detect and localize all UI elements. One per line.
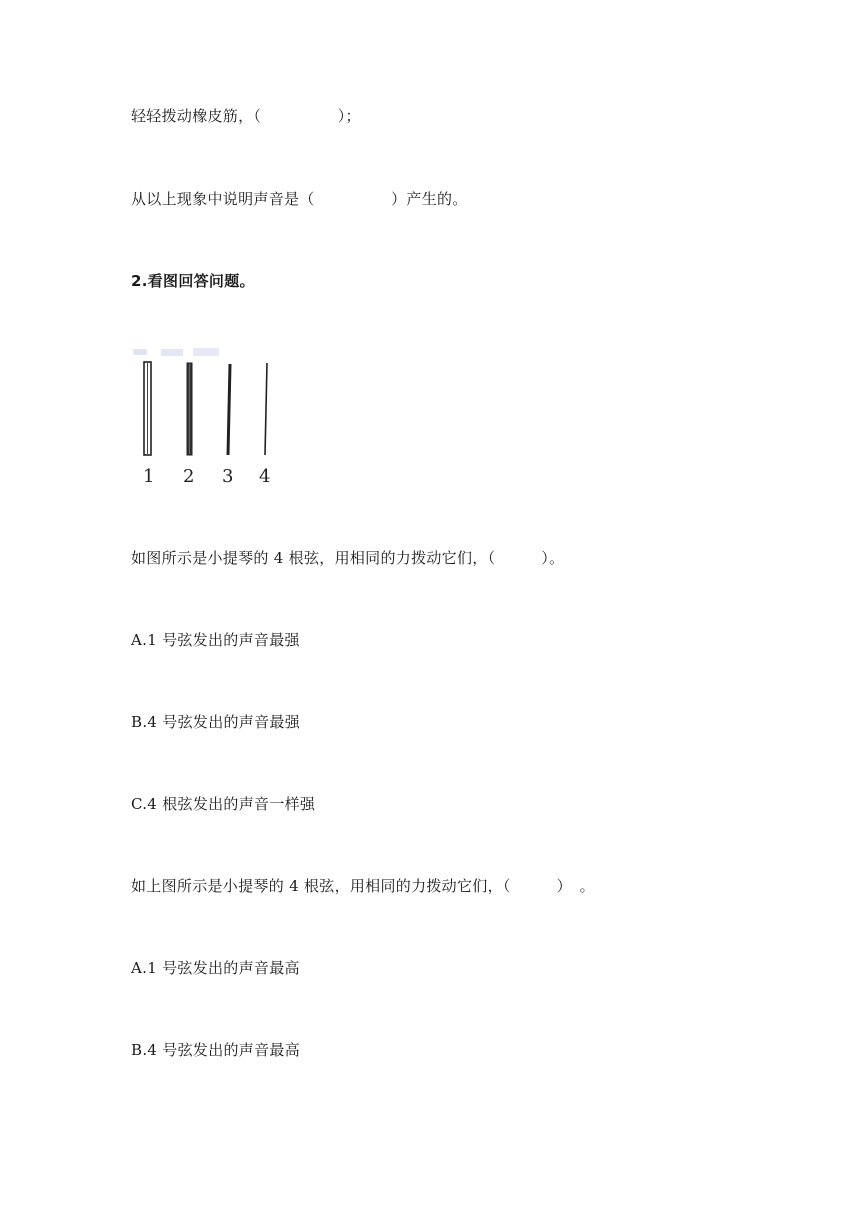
question-2-heading: 2.看图回答问题。 xyxy=(131,272,255,290)
string-1 xyxy=(144,362,151,455)
string-label-1: 1 xyxy=(143,466,155,487)
string-label-4: 4 xyxy=(259,466,271,487)
violin-strings-svg xyxy=(131,345,281,490)
string-4 xyxy=(265,363,267,455)
question-1-conclusion-line: 从以上现象中说明声音是（ ）产生的。 xyxy=(131,190,468,208)
option-b-loudest: B.4 号弦发出的声音最强 xyxy=(131,713,301,731)
option-c-loudest: C.4 根弦发出的声音一样强 xyxy=(131,795,316,813)
string-label-3: 3 xyxy=(222,466,234,487)
violin-strings-figure xyxy=(131,345,281,490)
option-a-highest: A.1 号弦发出的声音最高 xyxy=(131,959,300,977)
option-a-loudest: A.1 号弦发出的声音最强 xyxy=(131,631,300,649)
question-2-part-2-stem: 如上图所示是小提琴的 4 根弦，用相同的力拨动它们，（ ） 。 xyxy=(131,877,595,895)
question-1-pluck-line: 轻轻拨动橡皮筋，（ ）； xyxy=(131,107,361,125)
string-2 xyxy=(187,363,192,455)
string-3 xyxy=(228,364,230,455)
question-2-part-1-stem: 如图所示是小提琴的 4 根弦，用相同的力拨动它们，（ ）。 xyxy=(131,549,565,567)
scan-artifact xyxy=(161,349,183,356)
scan-artifact xyxy=(133,349,147,355)
option-b-highest: B.4 号弦发出的声音最高 xyxy=(131,1041,301,1059)
scan-artifact xyxy=(193,348,219,356)
string-label-2: 2 xyxy=(183,466,195,487)
